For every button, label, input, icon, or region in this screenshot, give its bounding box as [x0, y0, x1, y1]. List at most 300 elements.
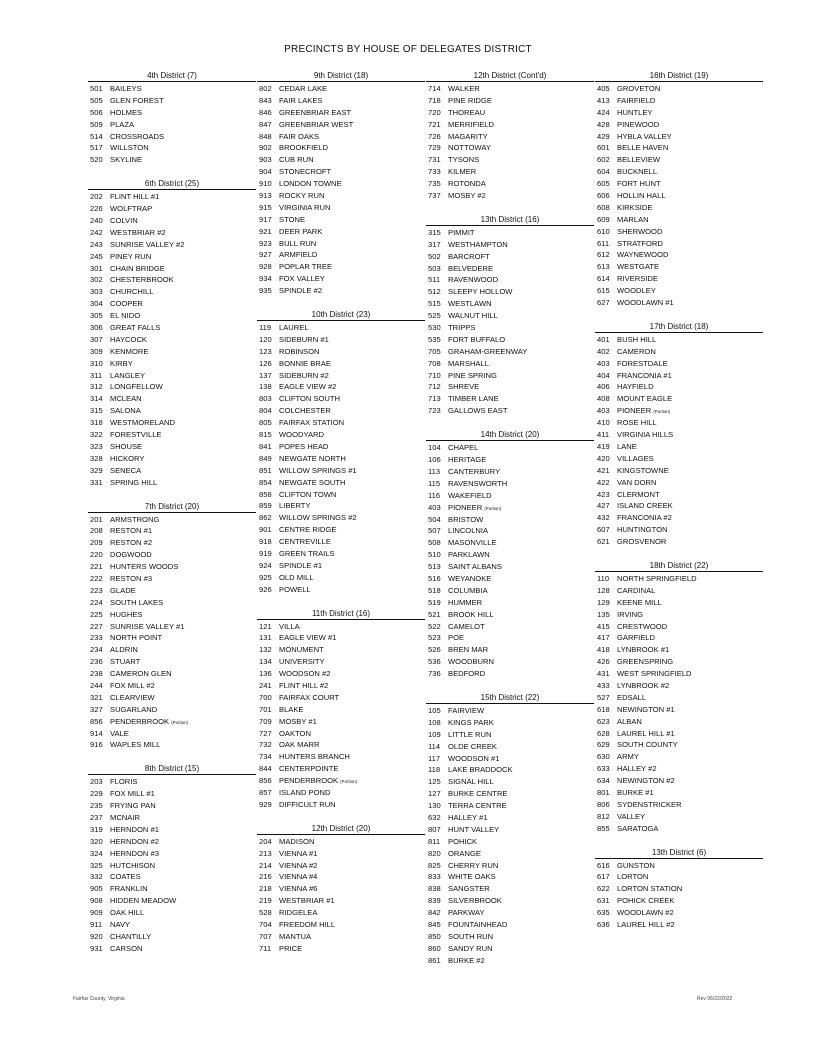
precinct-name — [617, 680, 763, 692]
precinct-number: 622 — [597, 884, 610, 894]
precinct-number: 240 — [90, 216, 103, 226]
precinct-name-text: ROSE HILL — [617, 418, 657, 428]
precinct-row — [257, 848, 425, 860]
precinct-number: 241 — [259, 680, 272, 690]
precinct-name — [110, 298, 256, 310]
precinct-name-text: WOODSON #2 — [279, 669, 331, 679]
precinct-number: 516 — [428, 573, 441, 583]
precinct-row — [426, 943, 594, 955]
precinct-name-text: FAIRFAX COURT — [279, 692, 340, 702]
precinct-number: 309 — [90, 346, 103, 356]
precinct-number: 119 — [259, 323, 272, 333]
precinct-row — [257, 405, 425, 417]
precinct-name-text: KIRBY — [110, 358, 133, 368]
precinct-row — [88, 836, 256, 848]
precinct-name-text: WOLFTRAP — [110, 204, 153, 214]
precinct-name-text: MASONVILLE — [448, 538, 497, 548]
precinct-name — [279, 107, 425, 119]
district-header: 12th District (20) — [257, 823, 425, 835]
precinct-name-text: PENDERBROOK — [279, 776, 339, 786]
precinct-name — [448, 824, 594, 836]
precinct-row — [595, 536, 763, 548]
precinct-name-text: OAK MARR — [279, 740, 320, 750]
precinct-number: 506 — [90, 107, 103, 117]
precinct-row — [595, 249, 763, 261]
precinct-number: 510 — [428, 550, 441, 560]
precinct-name-text: VIRGINIA HILLS — [617, 430, 674, 440]
precinct-name-text: FAIRVIEW — [448, 705, 485, 715]
precinct-name-text: VIRGINIA RUN — [279, 202, 331, 212]
precinct-number: 411 — [597, 430, 610, 440]
precinct-name — [617, 632, 763, 644]
precinct-row — [88, 251, 256, 263]
precinct-row — [426, 142, 594, 154]
precinct-name — [448, 919, 594, 931]
precinct-name-text: ALBAN — [617, 716, 642, 726]
precinct-name — [279, 656, 425, 668]
precinct-name — [110, 644, 256, 656]
precinct-name-text: CHANTILLY — [110, 931, 152, 941]
precinct-name-text: HUTCHISON — [110, 860, 156, 870]
precinct-row — [257, 334, 425, 346]
precinct-row — [257, 202, 425, 214]
precinct-row — [88, 907, 256, 919]
precinct-number: 925 — [259, 572, 272, 582]
precinct-row — [595, 787, 763, 799]
precinct-number: 635 — [597, 908, 610, 918]
precinct-name — [110, 251, 256, 263]
precinct-number: 903 — [259, 155, 272, 165]
precinct-number: 304 — [90, 299, 103, 309]
precinct-row — [257, 226, 425, 238]
precinct-name — [448, 227, 594, 239]
precinct-number: 301 — [90, 263, 103, 273]
precinct-name — [279, 931, 425, 943]
precinct-name-text: FAIRFIELD — [617, 95, 656, 105]
precinct-row — [257, 860, 425, 872]
precinct-row — [257, 358, 425, 370]
precinct-name-text: PARKLAWN — [448, 550, 490, 560]
precinct-number: 237 — [90, 812, 103, 822]
precinct-number: 526 — [428, 645, 441, 655]
precinct-name-text: CAMELOT — [448, 621, 485, 631]
precinct-name-text: RESTON #2 — [110, 538, 153, 548]
precinct-row — [426, 931, 594, 943]
precinct-name-text: FREEDOM HILL — [279, 920, 336, 929]
precinct-name — [448, 358, 594, 370]
precinct-name-text: LONGFELLOW — [110, 382, 163, 392]
precinct-row — [426, 860, 594, 872]
precinct-row — [257, 584, 425, 596]
precinct-name-text: HUNTERS BRANCH — [279, 752, 350, 762]
precinct-name — [110, 931, 256, 943]
precinct-name-text: FRANCONIA #2 — [617, 513, 672, 523]
precinct-name — [279, 680, 425, 692]
precinct-row — [426, 561, 594, 573]
district-section — [426, 692, 594, 967]
precinct-number: 225 — [90, 609, 103, 619]
precinct-name — [617, 178, 763, 190]
precinct-number: 518 — [428, 585, 441, 595]
precinct-name — [448, 883, 594, 895]
precinct-number: 704 — [259, 920, 272, 929]
precinct-name-text: NAVY — [110, 920, 131, 929]
precinct-number: 627 — [597, 298, 610, 308]
precinct-name-text: CROSSROADS — [110, 131, 165, 141]
precinct-row — [426, 883, 594, 895]
precinct-name — [110, 346, 256, 358]
precinct-name — [448, 573, 594, 585]
precinct-name-text: STONE — [279, 214, 306, 224]
precinct-name-text: NEWINGTON #2 — [617, 776, 675, 786]
precinct-name — [617, 692, 763, 704]
precinct-number: 328 — [90, 453, 103, 463]
precinct-row — [88, 800, 256, 812]
precinct-number: 138 — [259, 382, 272, 392]
precinct-name-text: CAMERON — [617, 346, 656, 356]
precinct-number: 224 — [90, 597, 103, 607]
precinct-name-text: KINGS PARK — [448, 717, 494, 727]
precinct-name — [279, 692, 425, 704]
precinct-name-text: STUART — [110, 657, 141, 667]
precinct-name — [110, 417, 256, 429]
precinct-name-text: SPRING HILL — [110, 477, 158, 487]
precinct-row — [257, 716, 425, 728]
precinct-name — [110, 895, 256, 907]
precinct-row — [88, 381, 256, 393]
precinct-name — [110, 191, 256, 203]
precinct-row — [88, 514, 256, 526]
precinct-number: 110 — [597, 573, 610, 583]
precinct-row — [426, 454, 594, 466]
precinct-name — [110, 728, 256, 740]
precinct-name-text: OAKTON — [279, 728, 311, 738]
precinct-name-text: CLIFTON TOWN — [279, 489, 337, 499]
precinct-row — [426, 549, 594, 561]
precinct-row — [426, 705, 594, 717]
precinct-number: 729 — [428, 143, 441, 153]
precinct-row — [595, 775, 763, 787]
precinct-name-text: WESTLAWN — [448, 299, 492, 309]
precinct-name-text: SIDEBURN #2 — [279, 370, 329, 380]
precinct-name — [448, 381, 594, 393]
precinct-row — [426, 824, 594, 836]
precinct-number: 605 — [597, 179, 610, 189]
precinct-name — [617, 190, 763, 202]
precinct-number: 109 — [428, 729, 441, 739]
precinct-name-text: WESTBRIAR #2 — [110, 227, 166, 237]
precinct-name — [448, 860, 594, 872]
precinct-number: 423 — [597, 489, 610, 499]
precinct-name-text: EAGLE VIEW #2 — [279, 382, 337, 392]
precinct-row — [595, 142, 763, 154]
precinct-number: 222 — [90, 573, 103, 583]
precinct-name — [617, 823, 763, 835]
precinct-name-text: PIONEER — [448, 502, 483, 512]
precinct-name-text: COATES — [110, 872, 141, 882]
precinct-number: 713 — [428, 394, 441, 404]
precinct-number: 709 — [259, 716, 272, 726]
precinct-row — [426, 358, 594, 370]
district-header: 13th District (16) — [426, 214, 594, 226]
precinct-row — [595, 131, 763, 143]
precinct-name-text: VALLEY — [617, 811, 646, 821]
precinct-number: 311 — [90, 370, 103, 380]
precinct-name-text: CENTERPOINTE — [279, 764, 339, 774]
precinct-row — [595, 393, 763, 405]
precinct-name — [279, 860, 425, 872]
precinct-row — [257, 381, 425, 393]
precinct-number: 607 — [597, 525, 610, 535]
precinct-name-text: LIBERTY — [279, 501, 311, 511]
precinct-number: 118 — [428, 765, 441, 775]
precinct-row — [257, 261, 425, 273]
precinct-name-text: MANTUA — [279, 931, 312, 941]
precinct-name-text: HUGHES — [110, 609, 143, 619]
precinct-name — [110, 871, 256, 883]
precinct-number: 522 — [428, 621, 441, 631]
precinct-name — [617, 95, 763, 107]
precinct-name — [279, 322, 425, 334]
precinct-number: 517 — [90, 143, 103, 153]
precinct-number: 911 — [90, 920, 103, 929]
precinct-row — [595, 704, 763, 716]
precinct-name — [110, 514, 256, 526]
precinct-number: 216 — [259, 872, 272, 882]
precinct-row — [426, 178, 594, 190]
precinct-name — [279, 489, 425, 501]
precinct-name — [279, 441, 425, 453]
precinct-row — [595, 334, 763, 346]
precinct-row — [595, 751, 763, 763]
precinct-name-text: HOLLIN HALL — [617, 191, 666, 201]
precinct-row — [595, 346, 763, 358]
precinct-number: 733 — [428, 167, 441, 177]
precinct-name-text: IRVING — [617, 609, 644, 619]
page-title: PRECINCTS BY HOUSE OF DELEGATES DISTRICT — [284, 44, 532, 55]
precinct-name — [279, 393, 425, 405]
precinct-number: 135 — [597, 609, 610, 619]
precinct-number: 815 — [259, 430, 272, 440]
precinct-name — [110, 860, 256, 872]
precinct-row — [257, 763, 425, 775]
precinct-row — [595, 465, 763, 477]
precinct-name — [279, 238, 425, 250]
precinct-row — [595, 453, 763, 465]
precinct-number: 242 — [90, 227, 103, 237]
precinct-number: 131 — [259, 633, 272, 643]
precinct-name — [617, 860, 763, 872]
precinct-name-text: SKYLINE — [110, 155, 143, 165]
precinct-number: 408 — [597, 394, 610, 404]
precinct-name — [617, 585, 763, 597]
precinct-name — [617, 429, 763, 441]
precinct-name-text: FORESTDALE — [617, 358, 668, 368]
precinct-number: 601 — [597, 143, 610, 153]
district-header: 4th District (7) — [88, 70, 256, 82]
precinct-name-text: RAVENWOOD — [448, 275, 499, 285]
precinct-name-text: BREN MAR — [448, 645, 489, 655]
precinct-name — [617, 811, 763, 823]
precinct-name-text: ARMSTRONG — [110, 514, 160, 524]
precinct-number: 329 — [90, 465, 103, 475]
precinct-number: 514 — [90, 131, 103, 141]
precinct-number: 901 — [259, 525, 272, 535]
precinct-name — [448, 537, 594, 549]
precinct-name — [110, 334, 256, 346]
precinct-name-text: LAUREL — [279, 323, 309, 333]
precinct-name — [448, 502, 594, 514]
precinct-number: 805 — [259, 418, 272, 428]
precinct-row — [595, 429, 763, 441]
precinct-row — [426, 585, 594, 597]
precinct-number: 320 — [90, 836, 103, 846]
portion-note: (Portion) — [484, 505, 502, 511]
precinct-number: 219 — [259, 896, 272, 906]
district-header: 7th District (20) — [88, 501, 256, 513]
precinct-row — [595, 273, 763, 285]
precinct-number: 707 — [259, 931, 272, 941]
precinct-name-text: MCNAIR — [110, 812, 140, 822]
precinct-name — [110, 227, 256, 239]
precinct-number: 857 — [259, 787, 272, 797]
precinct-number: 234 — [90, 645, 103, 655]
precinct-name-text: FRANCONIA #1 — [617, 370, 672, 380]
precinct-row — [426, 895, 594, 907]
precinct-name — [617, 202, 763, 214]
precinct-name-text: RIVERSIDE — [617, 274, 658, 284]
precinct-row — [595, 297, 763, 309]
precinct-number: 114 — [428, 741, 441, 751]
precinct-number: 734 — [259, 752, 272, 762]
precinct-number: 833 — [428, 872, 441, 882]
precinct-name-text: KINGSTOWNE — [617, 465, 669, 475]
precinct-name-text: SILVERBROOK — [448, 896, 502, 906]
precinct-name-text: HERNDON #3 — [110, 848, 159, 858]
precinct-name — [279, 477, 425, 489]
precinct-name — [617, 536, 763, 548]
precinct-name-text: MOUNT EAGLE — [617, 394, 673, 404]
precinct-name-text: NORTH POINT — [110, 633, 163, 643]
precinct-number: 801 — [597, 787, 610, 797]
precinct-row — [426, 609, 594, 621]
precinct-name — [279, 214, 425, 226]
precinct-row — [426, 95, 594, 107]
precinct-number: 132 — [259, 645, 272, 655]
precinct-row — [257, 883, 425, 895]
precinct-name-text: GREENSPRING — [617, 657, 674, 667]
precinct-name-text: FAIRFAX STATION — [279, 418, 345, 428]
precinct-number: 426 — [597, 657, 610, 667]
precinct-name — [448, 346, 594, 358]
precinct-name-text: SENECA — [110, 465, 142, 475]
precinct-name — [110, 95, 256, 107]
precinct-name-text: SALONA — [110, 406, 141, 416]
precinct-name — [448, 895, 594, 907]
precinct-number: 846 — [259, 107, 272, 117]
district-section — [426, 214, 594, 417]
precinct-row — [426, 442, 594, 454]
precinct-name — [279, 370, 425, 382]
precinct-row — [257, 119, 425, 131]
precinct-number: 126 — [259, 358, 272, 368]
precinct-name — [110, 322, 256, 334]
precinct-name-text: LANGLEY — [110, 370, 146, 380]
precinct-number: 631 — [597, 896, 610, 906]
precinct-name — [279, 787, 425, 799]
precinct-name-text: WAKEFIELD — [448, 490, 492, 500]
precinct-name-text: WHITE OAKS — [448, 872, 496, 882]
precinct-name — [448, 310, 594, 322]
precinct-name-text: FOX VALLEY — [279, 274, 325, 284]
precinct-row — [257, 907, 425, 919]
portion-note: (Portion) — [171, 719, 189, 725]
precinct-name-text: SIDEBURN #1 — [279, 334, 329, 344]
precinct-number: 825 — [428, 860, 441, 870]
precinct-number: 523 — [428, 633, 441, 643]
precinct-row — [88, 668, 256, 680]
precinct-name — [110, 704, 256, 716]
precinct-name-text: HIDDEN MEADOW — [110, 896, 177, 906]
precinct-name-text: WEST SPRINGFIELD — [617, 669, 692, 679]
precinct-name-text: DEER PARK — [279, 226, 323, 236]
precinct-name-text: BULL RUN — [279, 238, 317, 248]
precinct-row — [88, 119, 256, 131]
precinct-name — [448, 812, 594, 824]
precinct-number: 403 — [428, 502, 441, 512]
precinct-name — [617, 728, 763, 740]
precinct-name — [110, 573, 256, 585]
precinct-name-text: SLEEPY HOLLOW — [448, 287, 513, 297]
precinct-name — [448, 251, 594, 263]
precinct-name-text: BUSH HILL — [617, 334, 657, 344]
precinct-name — [617, 273, 763, 285]
precinct-number: 606 — [597, 191, 610, 201]
precinct-number: 319 — [90, 824, 103, 834]
precinct-row — [257, 285, 425, 297]
precinct-row — [257, 249, 425, 261]
district-column — [257, 70, 425, 967]
precinct-number: 802 — [259, 84, 272, 93]
precinct-name — [279, 799, 425, 811]
precinct-number: 307 — [90, 334, 103, 344]
precinct-number: 850 — [428, 931, 441, 941]
precinct-name-text: POHICK — [448, 836, 478, 846]
precinct-row — [88, 716, 256, 728]
precinct-name-text: LORTON STATION — [617, 884, 683, 894]
precinct-name — [110, 477, 256, 489]
precinct-name — [110, 381, 256, 393]
precinct-number: 530 — [428, 323, 441, 333]
precinct-name — [448, 597, 594, 609]
precinct-row — [88, 848, 256, 860]
precinct-name-text: SANDY RUN — [448, 943, 493, 953]
precinct-number: 302 — [90, 275, 103, 285]
precinct-row — [88, 310, 256, 322]
precinct-number: 904 — [259, 167, 272, 177]
precinct-name — [110, 824, 256, 836]
precinct-number: 710 — [428, 370, 441, 380]
precinct-row — [257, 572, 425, 584]
district-section — [426, 70, 594, 202]
precinct-name-text: POHICK CREEK — [617, 896, 675, 906]
precinct-row — [595, 621, 763, 633]
precinct-number: 419 — [597, 441, 610, 451]
precinct-row — [595, 107, 763, 119]
precinct-name — [617, 297, 763, 309]
precinct-number: 856 — [90, 716, 103, 726]
precinct-row — [88, 788, 256, 800]
